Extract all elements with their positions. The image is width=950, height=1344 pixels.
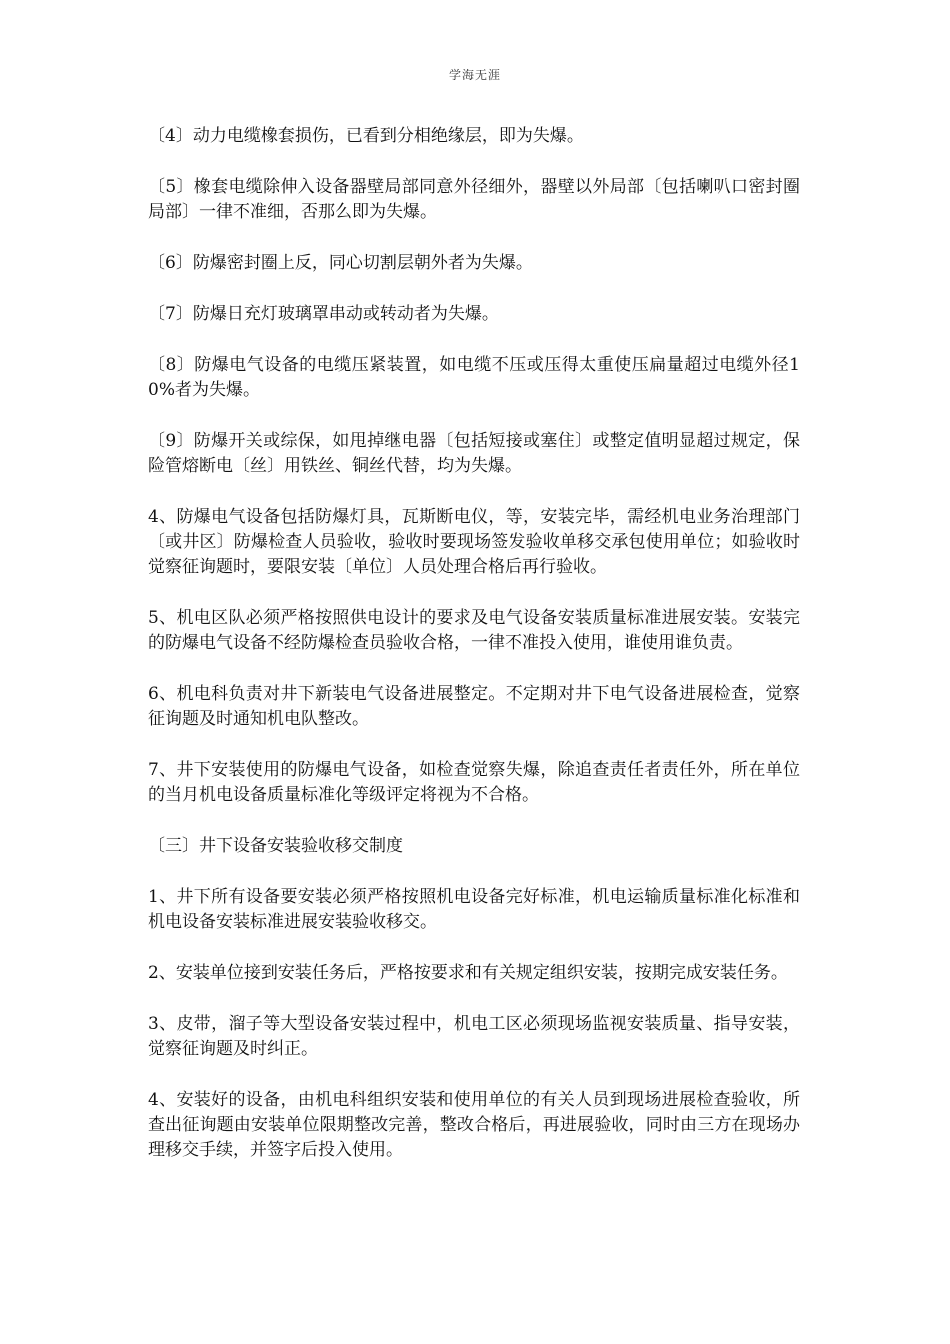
section-heading-3: 〔三〕井下设备安装验收移交制度 — [148, 836, 403, 856]
paragraph-item-8-cable-clamp: 〔8〕防爆电气设备的电缆压紧装置，如电缆不压或压得太重使压扁量超过电缆外径10%者为失爆。 — [148, 355, 800, 400]
paragraph-item-4-cable-sheath: 〔4〕动力电缆橡套损伤，已看到分相绝缘层，即为失爆。 — [148, 126, 584, 146]
paragraph-rule-7-failure-penalty: 7、井下安装使用的防爆电气设备，如检查觉察失爆，除追查责任者责任外，所在单位的当月机电设备质量标准化等级评定将视为不合格。 — [148, 760, 800, 805]
paragraph-item-7-lamp-cover: 〔7〕防爆日充灯玻璃罩串动或转动者为失爆。 — [148, 304, 499, 324]
paragraph-item-9-switch-protection: 〔9〕防爆开关或综保，如甩掉继电器〔包括短接或塞住〕或整定值明显超过规定，保险管熔断电〔丝〕用铁丝、铜丝代替，均为失爆。 — [148, 431, 800, 476]
paragraph-section3-rule-1: 1、井下所有设备要安装必须严格按照机电设备完好标准，机电运输质量标准化标准和机电设备安装标准进展安装验收移交。 — [148, 887, 800, 932]
paragraph-rule-6-setting-check: 6、机电科负责对井下新装电气设备进展整定。不定期对井下电气设备进展检查，觉察征询题及时通知机电队整改。 — [148, 684, 800, 729]
paragraph-section3-rule-3: 3、皮带，溜子等大型设备安装过程中，机电工区必须现场监视安装质量、指导安装，觉察征询题及时纠正。 — [148, 1014, 800, 1059]
document-body — [148, 124, 800, 1189]
paragraph-rule-5-installation-standard: 5、机电区队必须严格按照供电设计的要求及电气设备安装质量标准进展安装。安装完的防爆电气设备不经防爆检查员验收合格，一律不准投入使用，谁使用谁负责。 — [148, 608, 800, 653]
page-header: 学海无涯 — [448, 68, 501, 82]
paragraph-section3-rule-2: 2、安装单位接到安装任务后，严格按要求和有关规定组织安装，按期完成安装任务。 — [148, 963, 788, 983]
paragraph-item-5-cable-diameter: 〔5〕橡套电缆除伸入设备器壁局部同意外径细外，器壁以外局部〔包括喇叭口密封圈局部〕一律不准细，否那么即为失爆。 — [148, 177, 800, 222]
paragraph-section3-rule-4: 4、安装好的设备，由机电科组织安装和使用单位的有关人员到现场进展检查验收，所查出征询题由安装单位限期整改完善，整改合格后，再进展验收，同时由三方在现场办理移交手续，并签字后投入使用。 — [148, 1090, 800, 1160]
paragraph-item-6-seal-ring: 〔6〕防爆密封圈上反，同心切割层朝外者为失爆。 — [148, 253, 533, 273]
paragraph-rule-4-acceptance: 4、防爆电气设备包括防爆灯具，瓦斯断电仪，等，安装完毕，需经机电业务治理部门〔或井区〕防爆检查人员验收，验收时要现场签发验收单移交承包使用单位；如验收时觉察征询题时，要限安装〔单位〕人员处理合格后再行验收。 — [148, 507, 800, 577]
